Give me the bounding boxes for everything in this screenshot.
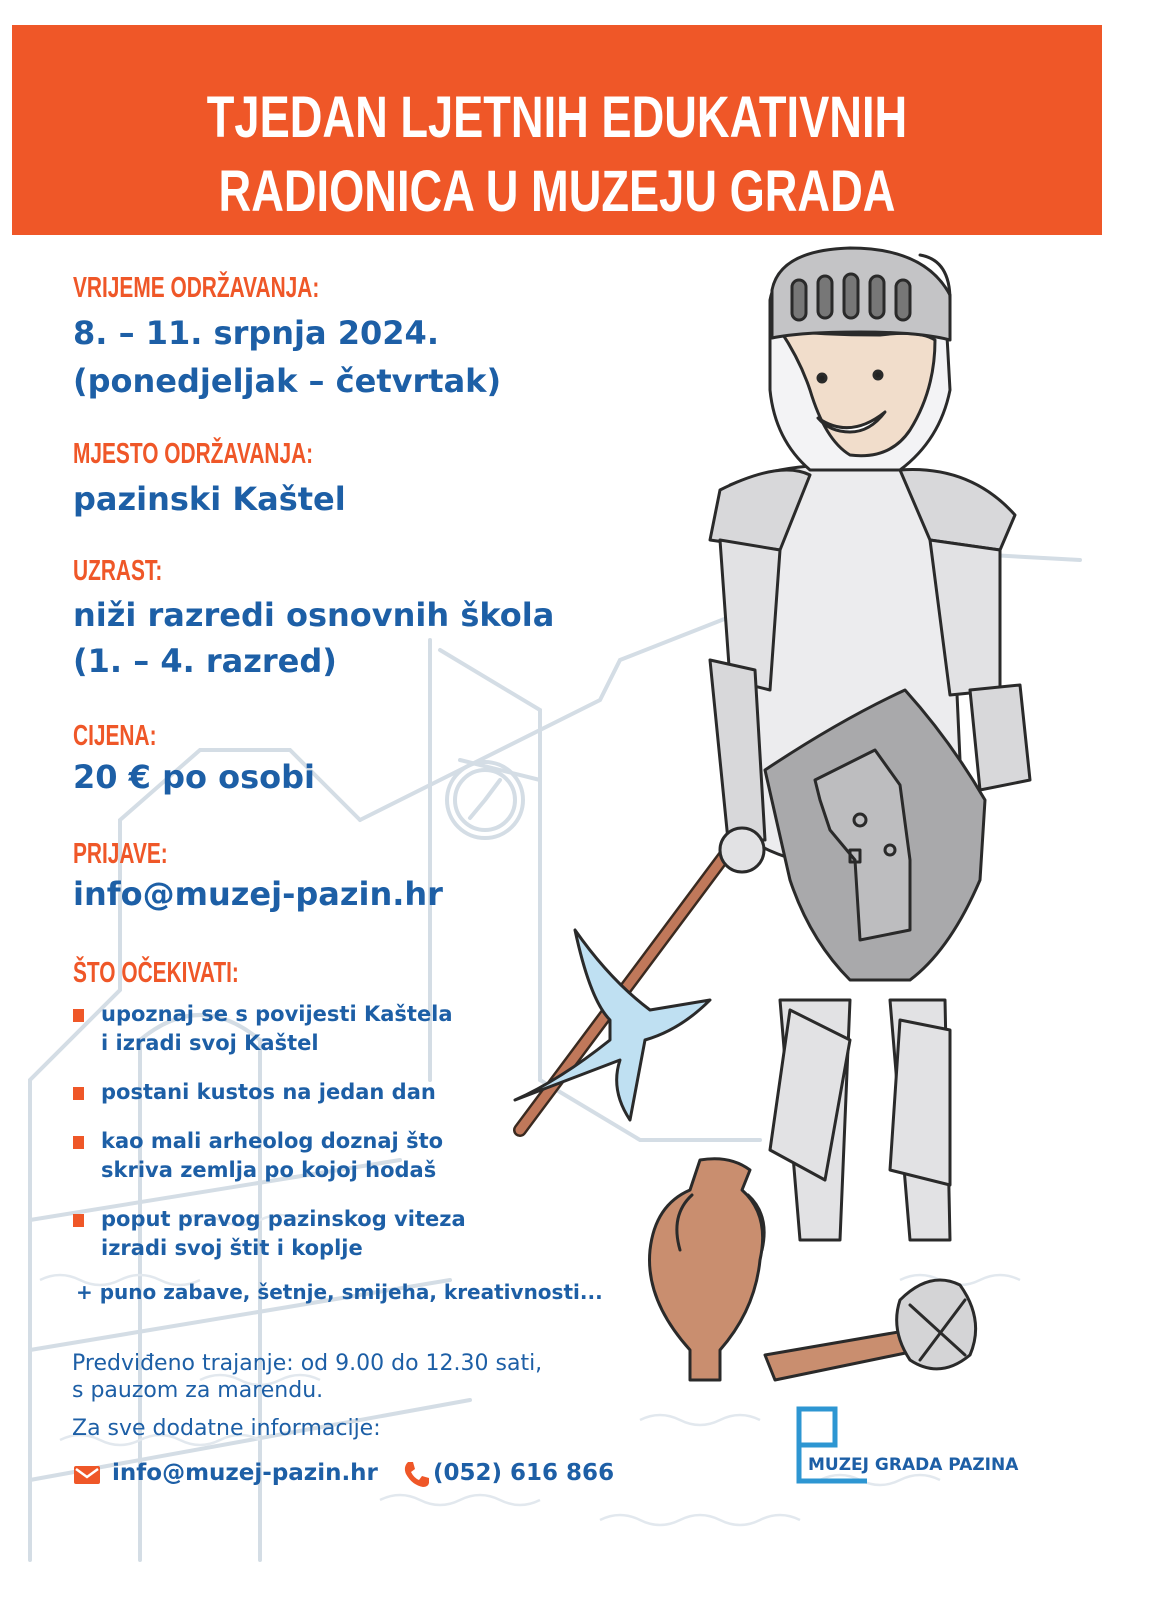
extra-fun-line: + puno zabave, šetnje, smijeha, kreativnosti... (76, 1280, 603, 1304)
expect-label: ŠTO OČEKIVATI: (73, 957, 239, 989)
title-line-1: TJEDAN LJETNIH EDUKATIVNIH (206, 85, 908, 150)
envelope-icon (73, 1465, 101, 1485)
age-label: UZRAST: (73, 555, 163, 587)
contact-email[interactable]: info@muzej-pazin.hr (112, 1460, 378, 1486)
price-value: 20 € po osobi (73, 758, 315, 796)
date-value: 8. – 11. srpnja 2024. (73, 314, 439, 352)
info-line: Za sve dodatne informacije: (72, 1416, 381, 1441)
list-item (73, 1078, 633, 1107)
title-line-2: RADIONICA U MUZEJU GRADA PAZINA (218, 159, 896, 294)
list-item-line: poput pravog pazinskog viteza (101, 1207, 466, 1231)
bullet-square-icon (73, 1214, 84, 1227)
bullet-square-icon (73, 1136, 84, 1149)
place-label: MJESTO ODRŽAVANJA: (73, 438, 314, 470)
grade-value: (1. – 4. razred) (73, 642, 337, 680)
time-label: VRIJEME ODRŽAVANJA: (73, 272, 320, 304)
signup-email[interactable]: info@muzej-pazin.hr (73, 875, 443, 913)
signup-label: PRIJAVE: (73, 838, 168, 870)
duration-line-2: s pauzom za marendu. (72, 1378, 324, 1403)
days-value: (ponedjeljak – četvrtak) (73, 362, 502, 400)
contact-phone[interactable]: (052) 616 866 (433, 1460, 615, 1486)
age-value: niži razredi osnovnih škola (73, 596, 555, 634)
list-item-line: postani kustos na jedan dan (101, 1080, 436, 1104)
place-value: pazinski Kaštel (73, 480, 346, 518)
museum-name: MUZEJ GRADA PAZINA (808, 1455, 1019, 1475)
list-item-line: i izradi svoj Kaštel (101, 1031, 319, 1055)
list-item (73, 1127, 633, 1185)
bullet-square-icon (73, 1009, 84, 1022)
list-item-line: kao mali arheolog doznaj što (101, 1129, 444, 1153)
list-item-line: skriva zemlja po kojoj hodaš (101, 1158, 437, 1182)
bullet-square-icon (73, 1087, 84, 1100)
list-item (73, 1205, 633, 1263)
activities-list (73, 1000, 633, 1283)
list-item (73, 1000, 633, 1058)
list-item-line: izradi svoj štit i koplje (101, 1236, 363, 1260)
duration-line-1: Predviđeno trajanje: od 9.00 do 12.30 sati, (72, 1351, 543, 1376)
phone-icon (402, 1460, 430, 1488)
price-label: CIJENA: (73, 720, 157, 752)
list-item-line: upoznaj se s povijesti Kaštela (101, 1002, 453, 1026)
